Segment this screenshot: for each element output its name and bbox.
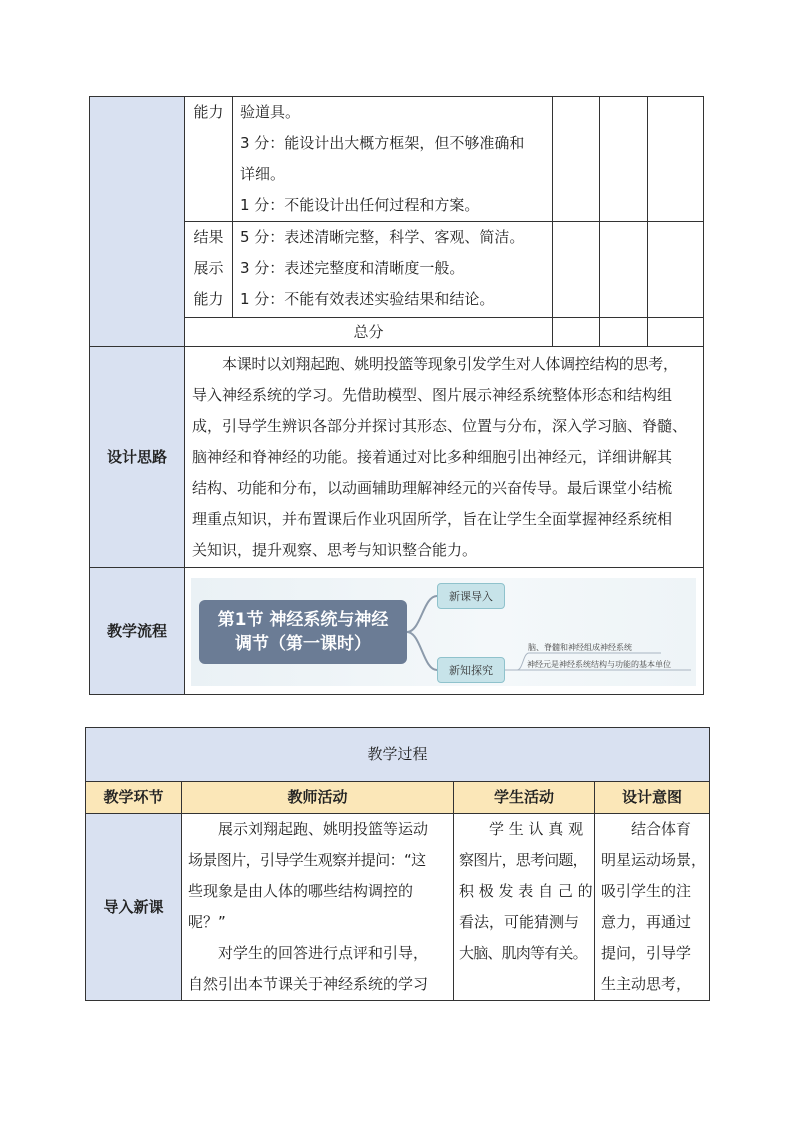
total-label: 总分 (353, 322, 384, 341)
process-title: 教学过程 (367, 745, 428, 763)
design-idea-line-1: 本课时以刘翔起跑、姚明投篮等现象引发学生对人体调控结构的思考， (222, 355, 678, 373)
teacher-activity-cell (181, 813, 454, 1001)
intent-line-3: 吸引学生的注 (601, 882, 692, 900)
mindmap-branch-new-lesson (437, 583, 505, 609)
result-line-3: 1 分：不能有效表述实验结果和结论。 (240, 290, 495, 308)
design-idea-line-7: 关知识，提升观察、思考与知识整合能力。 (192, 541, 478, 559)
ability-score-cell-3 (647, 96, 704, 222)
student-line-5: 大脑、肌肉等有关。 (459, 944, 587, 962)
intent-line-1: 结合体育 (631, 820, 692, 838)
intent-line-4: 意力，再通过 (601, 913, 692, 931)
ability-criteria-cell (232, 96, 553, 222)
teaching-flow-label-cell (89, 567, 185, 695)
ability-line-2: 3 分：能设计出大概方框架，但不够准确和 (240, 134, 525, 152)
total-score-cell-3 (647, 317, 704, 347)
design-idea-line-4: 脑神经和脊神经的功能。接着通过对比多种细胞引出神经元，详细讲解其 (192, 448, 673, 466)
teacher-line-4: 呢？” (188, 913, 226, 931)
ability-label: 能力 (193, 103, 224, 121)
intent-line-2: 明星运动场景， (601, 851, 707, 869)
design-idea-content-cell (184, 346, 704, 568)
mindmap-main-node (199, 600, 407, 664)
student-line-4: 看法，可能猜测与 (459, 913, 580, 931)
student-line-2: 察图片，思考问题， (459, 851, 587, 869)
teacher-line-3: 些现象是由人体的哪些结构调控的 (188, 882, 414, 900)
header-teacher (181, 781, 454, 814)
mindmap-sub-2: 神经元是神经系统结构与功能的基本单位 (527, 660, 671, 669)
mindmap-main-line-1: 第1节 神经系统与神经 (217, 610, 389, 630)
teacher-line-5: 对学生的回答进行点评和引导， (218, 944, 429, 962)
stage-cell (85, 813, 182, 1001)
result-label-line-1: 结果 (193, 228, 224, 246)
teaching-flow-mindmap (191, 578, 696, 686)
student-activity-cell (453, 813, 595, 1001)
mindmap-branch-new-knowledge (437, 657, 505, 683)
header-student-label: 学生活动 (493, 788, 554, 806)
total-score-cell-1 (552, 317, 600, 347)
result-score-cell-1 (552, 221, 600, 318)
total-label-cell (184, 317, 553, 347)
header-student (453, 781, 595, 814)
teacher-line-1: 展示刘翔起跑、姚明投篮等运动 (218, 820, 429, 838)
total-score-cell-2 (599, 317, 648, 347)
teaching-flow-label: 教学流程 (106, 621, 167, 640)
design-idea-label: 设计思路 (106, 447, 167, 466)
design-idea-line-2: 导入神经系统的学习。先借助模型、图片展示神经系统整体形态和结构组 (192, 386, 673, 404)
ability-line-4: 1 分：不能设计出任何过程和方案。 (240, 196, 480, 214)
mindmap-branch-1-label: 新课导入 (449, 590, 493, 603)
rubric-label-cell (89, 96, 185, 347)
design-idea-line-6: 理重点知识，并布置课后作业巩固所学，旨在让学生全面掌握神经系统相 (192, 510, 673, 528)
mindmap-main-line-2: 调节（第一课时） (235, 634, 371, 654)
design-idea-line-3: 成，引导学生辨识各部分并探讨其形态、位置与分布，深入学习脑、脊髓、 (192, 417, 688, 435)
intent-line-6: 生主动思考， (601, 975, 692, 993)
ability-score-cell-1 (552, 96, 600, 222)
result-label-line-2: 展示 (193, 259, 224, 277)
header-teacher-label: 教师活动 (287, 788, 348, 806)
student-line-3: 积 极 发 表 自 己 的 (459, 882, 593, 900)
design-idea-line-5: 结构、功能和分布，以动画辅助理解神经元的兴奋传导。最后课堂小结梳 (192, 479, 673, 497)
ability-label-cell (184, 96, 233, 222)
header-stage-label: 教学环节 (103, 788, 164, 806)
mindmap-sub-1: 脑、脊髓和神经组成神经系统 (528, 643, 632, 652)
result-line-2: 3 分：表述完整度和清晰度一般。 (240, 259, 465, 277)
header-intent-label: 设计意图 (621, 788, 682, 806)
mindmap-branch-2-label: 新知探究 (449, 664, 493, 677)
ability-line-3: 详细。 (240, 165, 286, 183)
process-title-cell (85, 727, 710, 782)
result-label-line-3: 能力 (193, 290, 224, 308)
student-line-1: 学 生 认 真 观 (489, 820, 584, 838)
header-stage (85, 781, 182, 814)
design-intent-cell (594, 813, 710, 1001)
stage-label: 导入新课 (103, 897, 164, 916)
teacher-line-2: 场景图片，引导学生观察并提问：“这 (188, 851, 426, 869)
result-line-1: 5 分：表述清晰完整，科学、客观、简洁。 (240, 228, 525, 246)
result-label-cell (184, 221, 233, 318)
result-criteria-cell (232, 221, 553, 318)
ability-score-cell-2 (599, 96, 648, 222)
teacher-line-6: 自然引出本节课关于神经系统的学习 (188, 975, 429, 993)
result-score-cell-2 (599, 221, 648, 318)
result-score-cell-3 (647, 221, 704, 318)
intent-line-5: 提问，引导学 (601, 944, 692, 962)
header-intent (594, 781, 710, 814)
design-idea-label-cell (89, 346, 185, 568)
ability-line-1: 验道具。 (240, 103, 301, 121)
